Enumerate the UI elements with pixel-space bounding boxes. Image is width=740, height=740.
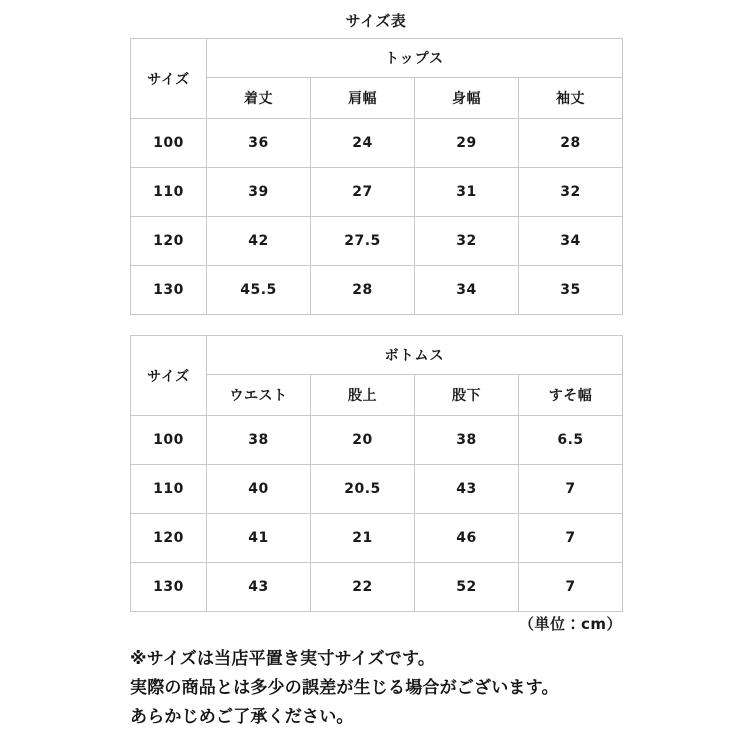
column-header-metric: 着丈 <box>207 78 311 119</box>
table-header-row-category <box>131 39 623 78</box>
page-title: サイズ表 <box>345 12 407 30</box>
column-header-metric: 股上 <box>311 375 415 416</box>
cell-size: 130 <box>131 266 207 315</box>
cell-value: 40 <box>207 465 311 514</box>
cell-value: 34 <box>415 266 519 315</box>
cell-value: 6.5 <box>519 416 623 465</box>
cell-value: 38 <box>207 416 311 465</box>
column-header-metric: 身幅 <box>415 78 519 119</box>
category-header-tops: トップス <box>207 39 623 78</box>
cell-value: 46 <box>415 514 519 563</box>
cell-value: 7 <box>519 465 623 514</box>
cell-value: 39 <box>207 168 311 217</box>
cell-size: 120 <box>131 514 207 563</box>
bottoms-size-table <box>130 335 623 612</box>
cell-value: 43 <box>415 465 519 514</box>
table-row <box>131 119 623 168</box>
footer-note-line: ※サイズは当店平置き実寸サイズです。 <box>130 649 436 669</box>
column-header-metric: ウエスト <box>207 375 311 416</box>
cell-value: 22 <box>311 563 415 612</box>
cell-value: 31 <box>415 168 519 217</box>
column-header-metric: 袖丈 <box>519 78 623 119</box>
cell-value: 43 <box>207 563 311 612</box>
table-header-row-category <box>131 336 623 375</box>
column-header-metric: 肩幅 <box>311 78 415 119</box>
cell-value: 42 <box>207 217 311 266</box>
cell-value: 32 <box>519 168 623 217</box>
cell-value: 35 <box>519 266 623 315</box>
cell-value: 7 <box>519 514 623 563</box>
cell-value: 27.5 <box>311 217 415 266</box>
tops-size-table <box>130 38 623 315</box>
cell-size: 110 <box>131 465 207 514</box>
cell-size: 100 <box>131 119 207 168</box>
table-row <box>131 465 623 514</box>
cell-value: 28 <box>519 119 623 168</box>
cell-size: 130 <box>131 563 207 612</box>
table-row <box>131 217 623 266</box>
column-header-metric: 股下 <box>415 375 519 416</box>
table-row <box>131 563 623 612</box>
cell-size: 120 <box>131 217 207 266</box>
cell-value: 21 <box>311 514 415 563</box>
footer-notes <box>130 645 690 732</box>
cell-value: 34 <box>519 217 623 266</box>
unit-note: （単位：cm） <box>518 615 622 633</box>
cell-value: 38 <box>415 416 519 465</box>
table-row <box>131 266 623 315</box>
column-header-size: サイズ <box>131 336 207 416</box>
cell-value: 29 <box>415 119 519 168</box>
footer-note-line: 実際の商品とは多少の誤差が生じる場合がございます。 <box>130 678 559 698</box>
cell-value: 20.5 <box>311 465 415 514</box>
cell-value: 45.5 <box>207 266 311 315</box>
cell-value: 32 <box>415 217 519 266</box>
cell-value: 41 <box>207 514 311 563</box>
cell-value: 24 <box>311 119 415 168</box>
cell-value: 27 <box>311 168 415 217</box>
cell-size: 110 <box>131 168 207 217</box>
cell-size: 100 <box>131 416 207 465</box>
table-row <box>131 416 623 465</box>
column-header-size: サイズ <box>131 39 207 119</box>
cell-value: 28 <box>311 266 415 315</box>
table-row <box>131 514 623 563</box>
table-row <box>131 168 623 217</box>
footer-note-line: あらかじめご了承ください。 <box>130 707 354 727</box>
cell-value: 52 <box>415 563 519 612</box>
cell-value: 20 <box>311 416 415 465</box>
cell-value: 7 <box>519 563 623 612</box>
category-header-bottoms: ボトムス <box>207 336 623 375</box>
cell-value: 36 <box>207 119 311 168</box>
column-header-metric: すそ幅 <box>519 375 623 416</box>
